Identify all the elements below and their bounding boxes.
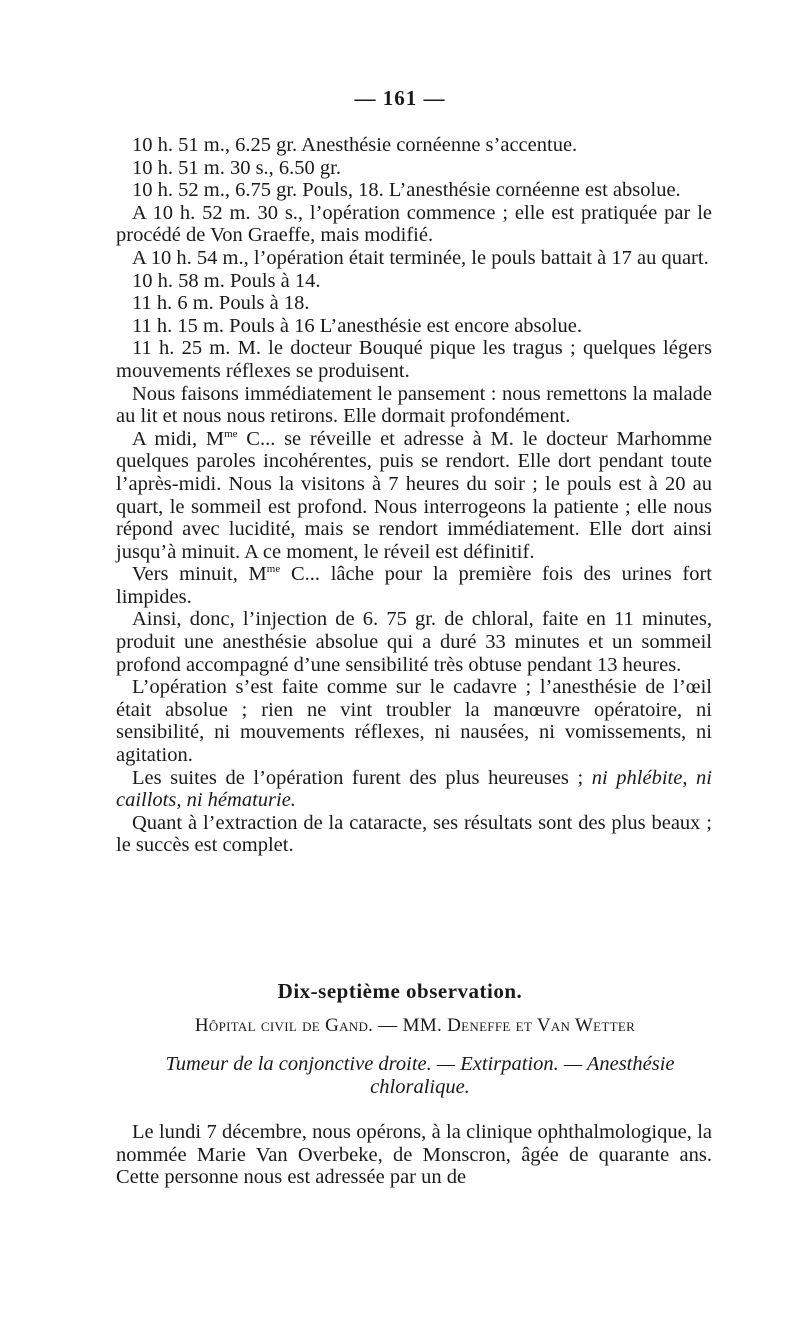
paragraph-ainsi: Ainsi, donc, l’injection de 6. 75 gr. de chloral, faite en 11 minutes, produit une anesthésie absolue qui a duré 33 minutes et un sommeil profond accompagné d’une sensibilité très obtuse pendant 13 heures. — [116, 608, 712, 676]
hospital-line: Hôpital civil de Gand. — MM. Deneffe et Van Wetter — [194, 1015, 636, 1036]
paragraph-suites — [116, 767, 712, 812]
paragraph: A 10 h. 52 m. 30 s., l’opération commence ; elle est pratiquée par le procédé de Von Graeffe, mais modifié. — [116, 201, 712, 247]
suites-text: Les suites de l’opération furent des plus heureuses ; — [132, 766, 592, 789]
paragraph: 10 h. 51 m., 6.25 gr. Anesthésie cornéenne s’accentue. — [132, 134, 578, 156]
page-number: — 161 — — [354, 86, 446, 110]
case-subtitle: Tumeur de la conjonctive droite. — Extirpation. — Anesthésie chloralique. — [165, 1053, 675, 1098]
paragraph: 10 h. 58 m. Pouls à 14. — [132, 269, 321, 292]
paragraph: 11 h. 25 m. M. le docteur Bouqué pique les tragus ; quelques légers mouvements réflexes se produisent. — [116, 337, 712, 382]
midi-rest: C... se réveille et adresse à M. le docteur Marhomme quelques paroles incohérentes, puis se rendort. Elle dort pendant toute l’après-midi. Nous la visitons à 7 heures du soir ; le pouls est à 20 au quart, le sommeil est profond. Nous interrogeons la patiente ; elle nous répond avec lucidité, mais se rendort immédiatement. Elle dort ainsi jusqu’à minuit. A ce moment, le réveil est définitif. — [116, 427, 712, 563]
observation-title: Dix-septième observation. — [277, 979, 523, 1003]
closing-text — [116, 1121, 712, 1189]
minuit-rest: C... lâche pour la première fois des urines fort limpides. — [116, 563, 712, 608]
paragraph-quant: Quant à l’extraction de la cataracte, ses résultats sont des plus beaux ; le succès est complet. — [116, 811, 712, 857]
minuit-superscript: me — [266, 563, 281, 576]
paragraph-closing: Le lundi 7 décembre, nous opérons, à la clinique ophthalmologique, la nommée Marie Van Overbeke, de Monscron, âgée de quarante ans. Cette personne nous est adressée par un de — [116, 1121, 712, 1189]
body-text — [116, 134, 712, 857]
paragraph: Nous faisons immédiatement le pansement : nous remettons la malade au lit et nous nous retirons. Elle dormait profondément. — [116, 382, 712, 428]
suites-italic: ni phlébite, ni caillots, ni hématurie. — [116, 766, 712, 812]
paragraph: 10 h. 51 m. 30 s., 6.50 gr. — [132, 156, 341, 179]
paragraph: A 10 h. 54 m., l’opération était terminée, le pouls battait à 17 au quart. — [132, 246, 709, 269]
minuit-prefix: Vers minuit, M — [132, 563, 267, 586]
paragraph: 11 h. 6 m. Pouls à 18. — [132, 292, 310, 315]
paragraph-minuit — [116, 563, 712, 608]
paragraph: 10 h. 52 m., 6.75 gr. Pouls, 18. L’anesthésie cornéenne est absolue. — [132, 179, 681, 202]
paragraph: 11 h. 15 m. Pouls à 16 L’anesthésie est encore absolue. — [132, 314, 582, 337]
paragraph-midi — [116, 428, 712, 564]
paragraph-operation: L’opération s’est faite comme sur le cadavre ; l’anesthésie de l’œil était absolue ; rien ne vint troubler la manœuvre opératoire, ni sensibilité, ni mouvements réflexes, ni nausées, ni vomissements, ni agitation. — [116, 676, 712, 767]
midi-prefix: A midi, M — [132, 427, 225, 450]
midi-superscript: me — [224, 427, 238, 440]
